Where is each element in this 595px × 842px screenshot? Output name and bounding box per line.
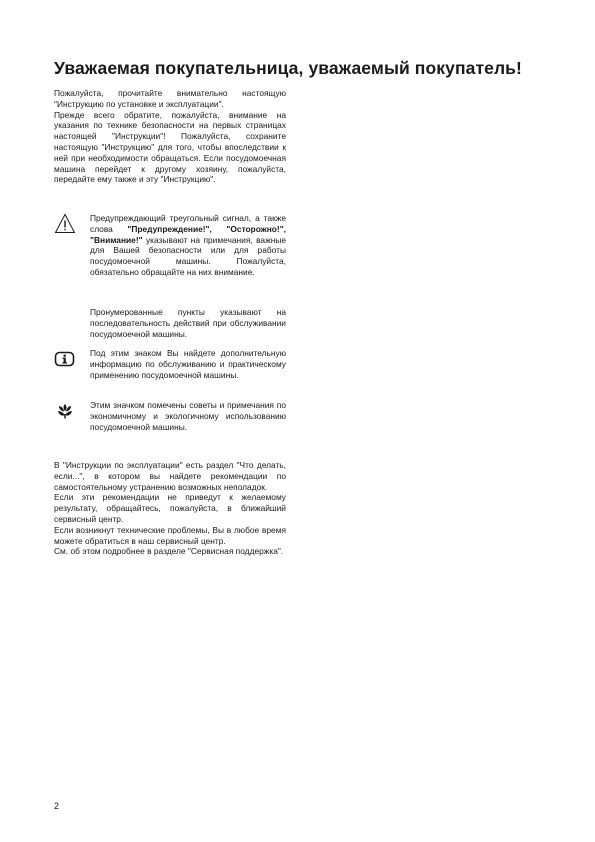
warning-keywords: "Предупреждение!", "Осторожно!", "Внимание!" [90, 223, 286, 245]
intro-paragraph-1: Пожалуйста, прочитайте внимательно настоящую "Инструкцию по установке и эксплуатации". [54, 88, 286, 109]
info-notice [54, 348, 286, 380]
intro-section [54, 88, 286, 185]
warning-text-part-1: Предупреждающий треугольный сигнал, а также слова [90, 213, 286, 234]
eco-text: Этим значком помечены советы и примечания по экономичному и экологичному использованию посудомоечной машины. [90, 400, 286, 432]
service-paragraph-4: См. об этом подробнее в разделе "Сервисная поддержка". [54, 546, 284, 557]
steps-notice [54, 307, 286, 339]
warning-triangle-icon [54, 213, 76, 235]
eco-notice [54, 400, 286, 432]
warning-text [90, 213, 286, 278]
service-paragraph-3: Если возникнут технические проблемы, Вы в любое время можете обратиться в наш сервисный центр. [54, 524, 286, 546]
warning-notice [54, 213, 286, 278]
warning-text-part-2: указывают на примечания, важные для Вашей безопасности или для работы посудомоечной машины. Пожалуйста, обязательно обращайте на них внимание. [90, 234, 286, 277]
intro-paragraph-2: Прежде всего обратите, пожалуйста, внимание на указания по технике безопасности на первых страницах настоящей "Инструкции"! Пожалуйста, сохраните настоящую "Инструкцию" для того, чтобы впоследствии к ней при необходимости обращаться. Если посудомоечная машина перейдет к другому хозяину, пожалуйста, передайте ему также и эту "Инструкцию". [54, 109, 286, 185]
page-number: 2 [54, 801, 60, 811]
eco-flower-icon [54, 400, 76, 422]
service-paragraph-2: Если эти рекомендации не приведут к желаемому результату, обращайтесь, пожалуйста, в ближайший сервисный центр. [54, 492, 286, 524]
info-icon [54, 348, 76, 370]
service-paragraph-1: В "Инструкции по эксплуатации" есть раздел "Что делать, если...", в котором вы найдете рекомендации по самостоятельному устранению возможных неполадок. [54, 460, 286, 492]
steps-text: Пронумерованные пункты указывают на последовательность действий при обслуживании посудомоечной машины. [90, 307, 286, 339]
page-title: Уважаемая покупательница, уважаемый покупатель! [54, 58, 522, 78]
service-section [54, 460, 286, 557]
info-text: Под этим знаком Вы найдете дополнительную информацию по обслуживанию и практическому применению посудомоечной машины. [90, 348, 286, 380]
